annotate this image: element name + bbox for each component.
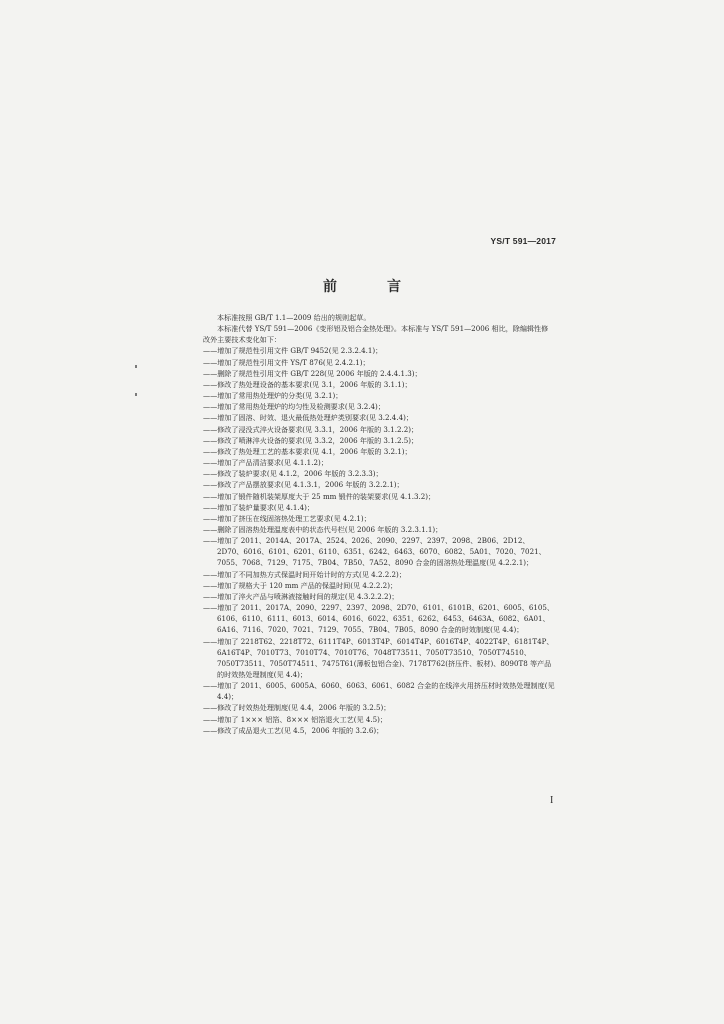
change-item: ——修改了浸没式淬火设备要求(见 3.3.1，2006 年版的 3.1.2.2)； (203, 424, 419, 434)
change-item: ——增加了 2011、2014A、2017A、2524、2026、2090、2297、2397、2098、2B06、2D12、2D70、6016、6101、6201、6110、6351、6242、6463、6070、6082、5A01、7020、7021、7055、7068、7129、7175、7B04、7B50、7A52、8090 合金的固溶热处理温度(见 4.2.2.1)； (203, 536, 546, 568)
change-item: ——增加了不同加热方式保温时间开始计时的方式(见 4.2.2.2)； (203, 569, 406, 579)
change-list (203, 345, 555, 735)
change-item: ——修改了成品退火工艺(见 4.5，2006 年版的 3.2.6)； (203, 725, 384, 735)
change-item: ——修改了喷淋淬火设备的要求(见 3.3.2，2006 年版的 3.1.2.5)； (203, 435, 419, 445)
change-item: ——增加了常用热处理炉的均匀性及检测要求(见 3.2.4)； (203, 402, 385, 412)
change-item: ——增加了 2011、2017A、2090、2297、2397、2098、2D70、6101、6101B、6201、6005、6105、6106、6110、6111、6013、6014、6016、6022、6351、6262、6453、6463A、6082、6A01、6A16、7116、7020、7021、7129、7055、7B04、7B05、8090 合金的时效制度(见 4.4)； (203, 603, 554, 635)
change-item: ——修改了热处理设备的基本要求(见 3.1，2006 年版的 3.1.1)； (203, 379, 412, 389)
change-item: ——增加了 2218T62、2218T72、6111T4P、6013T4P、6014T4P、6016T4P、4022T4P、6181T4P、6A16T4P、7010T73、7010T74、7010T76、7048T73511、7050T73510、7050T74510、7050T73511、7050T74511、7475T61(薄板包铝合金)、7178T762(挤压件、板材)、8090T8 等产品的时效热处理制度(见 4.4)； (203, 636, 554, 679)
page-title: 前 言 (323, 279, 419, 295)
document-body (203, 312, 555, 736)
change-item: ——增加了规范性引用文件 GB/T 9452(见 2.3.2.4.1)； (203, 346, 383, 356)
change-item: ——修改了产品摆放要求(见 4.1.3.1，2006 年版的 3.2.2.1)； (203, 480, 404, 490)
change-item: ——删除了规范性引用文件 GB/T 228(见 2006 年版的 2.4.4.1.3)； (203, 368, 422, 378)
change-item: ——增加了规格大于 120 mm 产品的保温时间(见 4.2.2.2)； (203, 580, 398, 590)
change-item: ——增加了 1××× 铝箔、8××× 铝箔退火工艺(见 4.5)； (203, 714, 388, 724)
change-item: ——增加了淬火产品与喷淋液接触时间的规定(见 4.3.2.2.2)； (203, 591, 399, 601)
scan-mark (135, 393, 137, 396)
change-item: ——增加了产品清洁要求(见 4.1.1.2)； (203, 458, 328, 468)
change-item: ——增加了挤压在线固溶热处理工艺要求(见 4.2.1)； (203, 513, 371, 523)
change-item: ——修改了热处理工艺的基本要求(见 4.1，2006 年版的 3.2.1)； (203, 446, 412, 456)
change-item: ——增加了规范性引用文件 YS/T 876(见 2.4.2.1)； (203, 357, 370, 367)
standard-code: YS/T 591—2017 (490, 236, 556, 246)
change-item: ——修改了装炉要求(见 4.1.2，2006 年版的 3.2.3.3)； (203, 469, 383, 479)
scan-mark (135, 365, 137, 368)
change-item: ——修改了时效热处理制度(见 4.4，2006 年版的 3.2.5)； (203, 703, 391, 713)
intro-paragraph-2: 本标准代替 YS/T 591—2006《变形铝及铝合金热处理》。本标准与 YS/T 591—2006 相比，除编辑性修改外主要技术变化如下： (203, 324, 549, 345)
change-item: ——增加了装炉量要求(见 4.1.4)； (203, 502, 314, 512)
change-item: ——增加了 2011、6005、6005A、6060、6063、6061、6082 合金的在线淬火用挤压材时效热处理制度(见 4.4)； (203, 681, 555, 702)
page-number: I (550, 795, 554, 806)
change-item: ——增加了常用热处理炉的分类(见 3.2.1)； (203, 391, 343, 401)
change-item: ——增加了锻件随机装架厚度大于 25 mm 锻件的装架要求(见 4.1.3.2)； (203, 491, 436, 501)
intro-paragraph-1: 本标准按照 GB/T 1.1—2009 给出的规则起草。 (217, 313, 371, 322)
change-item: ——删除了固溶热处理温度表中的状态代号栏(见 2006 年版的 3.2.3.1.1)； (203, 524, 443, 534)
change-item: ——增加了固溶、时效、退火最低热处理炉类别要求(见 3.2.4.4)； (203, 413, 413, 423)
